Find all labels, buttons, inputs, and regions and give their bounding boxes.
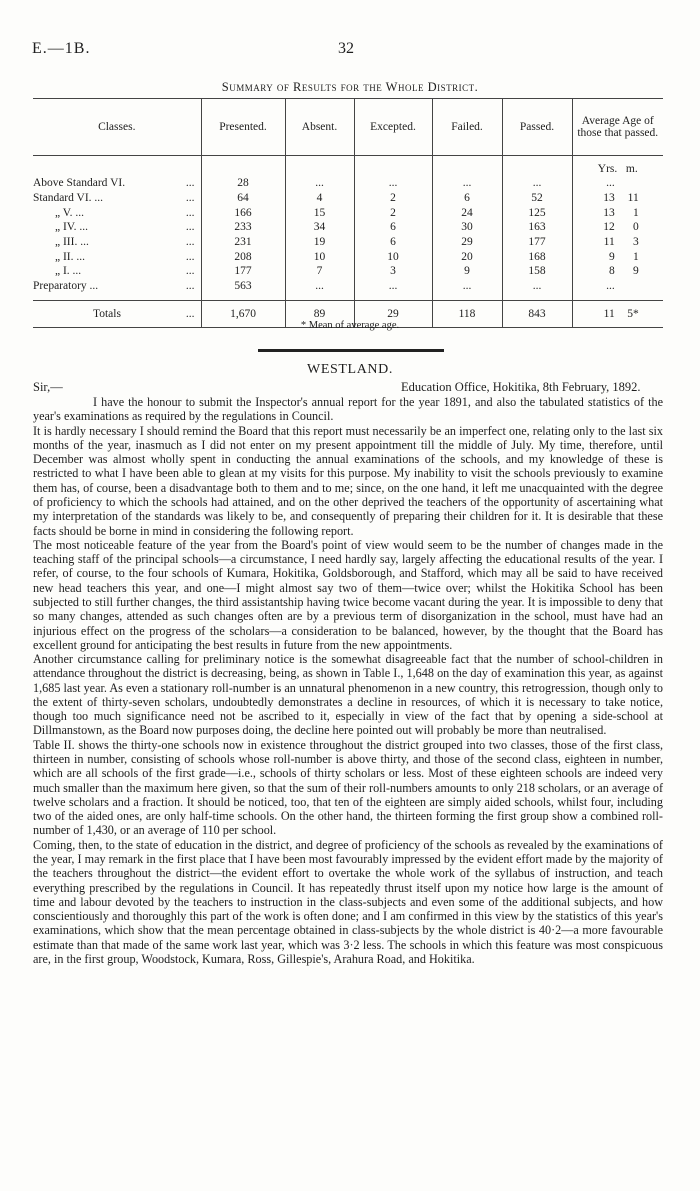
class-label: Above Standard VI. (33, 177, 126, 190)
totals-label: Totals (93, 307, 121, 320)
col-header-excepted: Excepted. (354, 99, 432, 156)
excepted-cell: ... (354, 176, 432, 191)
age-years: 9 (609, 250, 615, 263)
presented-cell: 231 (201, 235, 285, 250)
presented-cell: 233 (201, 220, 285, 235)
class-label: „ II. ... (55, 250, 86, 263)
presented-cell: 208 (201, 249, 285, 264)
class-cell (33, 279, 201, 294)
presented-cell: 28 (201, 176, 285, 191)
passed-cell: ... (502, 279, 572, 294)
leader-dots: ... (185, 280, 195, 293)
class-cell (33, 176, 201, 191)
col-header-absent: Absent. (285, 99, 354, 156)
failed-cell: 29 (432, 235, 502, 250)
presented-cell: 563 (201, 279, 285, 294)
totals-dots: ... (185, 307, 195, 320)
class-label: „ IV. ... (55, 221, 89, 234)
class-cell (33, 235, 201, 250)
excepted-cell: 6 (354, 235, 432, 250)
class-label: Standard VI. ... (33, 192, 104, 205)
average-age-cell (572, 279, 663, 294)
col-header-passed: Passed. (502, 99, 572, 156)
excepted-cell: 2 (354, 205, 432, 220)
class-label: „ I. ... (55, 265, 82, 278)
class-label: „ V. ... (55, 206, 84, 219)
paragraph: Table II. shows the thirty-one schools now in existence throughout the district grouped into two classes, those of the first class, thirteen in number, consisting of schools whose roll-number is above thirty, and those of the second class, eighteen in number, which are all schools of the first grade—i.e., schools of thirty scholars or less. Most of these eighteen schools are indeed very much smaller than the maximum here given, so that the sum of their roll-numbers amounts to only 218 scholars, or an average of twelve scholars and a fraction. It should be noticed, too, that ten of the eighteen are simply aided schools, whilst four, including two of the aided ones, are only half-time schools. On the other hand, the thirteen forming the first group show a combined roll-number of 1,430, or an average of 110 per school. (33, 737, 663, 838)
failed-cell: ... (432, 176, 502, 191)
age-months: 9 (633, 265, 639, 278)
class-label: „ III. ... (55, 236, 89, 249)
class-cell (33, 191, 201, 206)
age-units-row (33, 156, 663, 177)
absent-cell: 34 (285, 220, 354, 235)
paragraph: It is hardly necessary I should remind the Board that this report must necessarily be an imperfect one, relating only to the last six months of the year, inasmuch as I did not enter on my present appointment till the middle of July. My time, therefore, until December was almost wholly spent in conducting the annual examinations of the schools, and my knowledge of these is restricted to what I have been able to glean at my visits for this purpose. My inability to visit the schools previously to examine them has, of course, been a disadvantage both to them and to me; since, on the one hand, it left me unacquainted with the degree of proficiency to which the schools had attained, and on the other deprived the teachers of the opportunity of ascertaining what my interpretation of the standards was likely to be, and consequently of preparing their children for it. It is desirable that these facts should be borne in mind in considering the following report. (33, 423, 663, 538)
age-months: 1 (633, 250, 639, 263)
age-units-months: m. (625, 163, 638, 175)
absent-cell: 4 (285, 191, 354, 206)
excepted-cell: ... (354, 279, 432, 294)
passed-cell: 163 (502, 220, 572, 235)
excepted-cell: 2 (354, 191, 432, 206)
page-number: 32 (338, 40, 354, 57)
passed-cell: 168 (502, 249, 572, 264)
average-age-cell (572, 176, 663, 191)
passed-cell: 52 (502, 191, 572, 206)
table-row (33, 220, 663, 235)
report-code: E.—1B. (32, 40, 91, 57)
leader-dots: ... (185, 236, 195, 249)
table-row (33, 235, 663, 250)
table-title: Summary of Results for the Whole District. (221, 80, 479, 94)
age-years: 13 (603, 206, 615, 219)
excepted-cell: 3 (354, 264, 432, 279)
passed-cell: ... (502, 176, 572, 191)
class-cell (33, 249, 201, 264)
table-header-row (33, 99, 663, 156)
passed-cell: 177 (502, 235, 572, 250)
absent-cell: ... (285, 176, 354, 191)
age-years: 11 (603, 236, 615, 249)
totals-passed: 843 (502, 300, 572, 327)
totals-failed: 118 (432, 300, 502, 327)
failed-cell: 20 (432, 249, 502, 264)
age-months: 11 (627, 192, 639, 205)
age-years: 8 (609, 265, 615, 278)
col-header-failed: Failed. (432, 99, 502, 156)
leader-dots: ... (185, 250, 195, 263)
age-units-years: Yrs. (597, 163, 618, 175)
failed-cell: ... (432, 279, 502, 294)
age-years: 13 (603, 192, 615, 205)
table-row (33, 176, 663, 191)
failed-cell: 24 (432, 205, 502, 220)
average-age-cell (572, 220, 663, 235)
totals-excepted: 29 (354, 300, 432, 327)
col-header-average-age: Average Age of those that passed. (572, 99, 663, 156)
age-years: 12 (603, 221, 615, 234)
section-title: WESTLAND. (307, 362, 393, 377)
table-row (33, 264, 663, 279)
absent-cell: 10 (285, 249, 354, 264)
table-row (33, 205, 663, 220)
age-months: 3 (633, 236, 639, 249)
dateline: Education Office, Hokitika, 8th February, 1892. (401, 380, 641, 394)
age-years: ... (606, 177, 615, 190)
leader-dots: ... (185, 206, 195, 219)
col-header-presented: Presented. (201, 99, 285, 156)
class-cell (33, 220, 201, 235)
table-row (33, 191, 663, 206)
average-age-cell (572, 235, 663, 250)
leader-dots: ... (185, 177, 195, 190)
totals-presented: 1,670 (201, 300, 285, 327)
presented-cell: 177 (201, 264, 285, 279)
absent-cell: 19 (285, 235, 354, 250)
average-age-cell (572, 191, 663, 206)
passed-cell: 158 (502, 264, 572, 279)
letter-body (33, 395, 663, 966)
average-age-cell (572, 249, 663, 264)
paragraph: I have the honour to submit the Inspector's annual report for the year 1891, and also the tabulated statistics of the year's examinations as required by the regulations in Council. (33, 395, 663, 424)
leader-dots: ... (185, 265, 195, 278)
table-footnote: * Mean of average age. (300, 320, 400, 331)
average-age-cell (572, 205, 663, 220)
class-cell (33, 264, 201, 279)
excepted-cell: 10 (354, 249, 432, 264)
age-months: 0 (633, 221, 639, 234)
age-years: ... (606, 280, 615, 293)
summary-table (33, 98, 663, 328)
absent-cell: 7 (285, 264, 354, 279)
passed-cell: 125 (502, 205, 572, 220)
paragraph: Another circumstance calling for preliminary notice is the somewhat disagreeable fact that the number of school-children in attendance throughout the district is decreasing, being, as shown in Table I., 1,648 on the day of examination this year, as against 1,685 last year. As even a stationary roll-number is an unnatural phenomenon in a new country, this retrogression, though only to the extent of thirty-seven scholars, undoubtedly demonstrates a decline in resources, of which it is necessary to take notice, though too much significance need not be ascribed to it, especially in view of the fact that by opening a side-school at Dillmanstown, as the Board now purposes doing, the decline here pointed out will probably be more than neutralised. (33, 652, 663, 738)
average-age-cell (572, 264, 663, 279)
failed-cell: 30 (432, 220, 502, 235)
absent-cell: 15 (285, 205, 354, 220)
section-divider (258, 349, 444, 352)
presented-cell: 64 (201, 191, 285, 206)
class-label: Preparatory ... (33, 280, 99, 293)
paragraph: Coming, then, to the state of education in the district, and degree of proficiency of the schools as revealed by the examinations of the year, I may remark in the first place that I have been most favourably impressed by the evident effort made by the majority of the teachers throughout the district—the evident effort to overtake the whole work of the syllabus of instruction, and teach everything prescribed by the regulations in Council. It has repeatedly thrust itself upon my notice how large is the amount of time and labour devoted by the teachers to instruction in the class-subjects and even some of the additional subjects, and how conscientiously and thoroughly this part of the work is often done; and I am confirmed in this view by the statistics of this year's examinations, which show that the mean percentage obtained in class-subjects by the whole district is 40·2—a more favourable estimate than that made of the same work last year, which was 3·2 less. The schools in which this feature was most conspicuous are, in the first group, Woodstock, Kumara, Ross, Gillespie's, Arahura Road, and Hokitika. (33, 837, 663, 966)
col-header-classes: Classes. (33, 99, 201, 156)
leader-dots: ... (185, 192, 195, 205)
age-months: 1 (633, 206, 639, 219)
totals-age-years: 11 (603, 307, 615, 320)
failed-cell: 9 (432, 264, 502, 279)
absent-cell: ... (285, 279, 354, 294)
totals-absent: 89 (285, 300, 354, 327)
salutation: Sir,— (33, 380, 63, 394)
leader-dots: ... (185, 221, 195, 234)
excepted-cell: 6 (354, 220, 432, 235)
table-row (33, 279, 663, 294)
failed-cell: 6 (432, 191, 502, 206)
class-cell (33, 205, 201, 220)
table-row (33, 249, 663, 264)
paragraph: The most noticeable feature of the year from the Board's point of view would seem to be the number of changes made in the teaching staff of the principal schools—a circumstance, I need hardly say, largely affecting the educational results of the year. I refer, of course, to the four schools of Kumara, Hokitika, Goldsborough, and Stafford, which may all be said to have received new head teachers this year, and one—I might almost say two of them—twice over; whilst the Hokitika School has been subjected to still further changes, the third assistantship having twice become vacant during the year. It is impossible to deny that so many changes, attended as such changes often are by a previous term of disorganization in the school, must have had an injurious effect on the progress of the scholars—a consideration to be balanced, however, by the thought that the Board has excellent ground for anticipating the best results in future from the new appointments. (33, 537, 663, 652)
totals-age-months: 5* (627, 307, 639, 320)
presented-cell: 166 (201, 205, 285, 220)
